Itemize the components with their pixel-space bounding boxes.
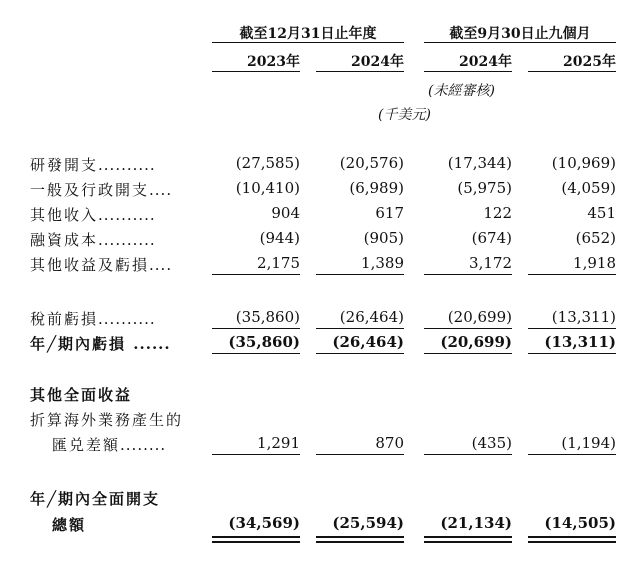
row-value: 122	[483, 204, 512, 222]
row-label-rd-expenses: 研發開支..........	[30, 156, 156, 174]
row-value: (13,311)	[551, 308, 616, 326]
row-value: (10,410)	[235, 179, 300, 197]
row-value: (5,975)	[457, 179, 512, 197]
row-label-other-income: 其他收入..........	[30, 206, 156, 224]
row-label-loss-before-tax: 稅前虧損..........	[30, 310, 156, 328]
row-label-finance-costs: 融資成本..........	[30, 231, 156, 249]
oci-heading: 其他全面收益	[30, 386, 133, 404]
year-header-2025: 2025年	[563, 54, 616, 70]
row-value: (4,059)	[561, 179, 616, 197]
row-value: 1,918	[573, 254, 616, 272]
row-value: (17,344)	[447, 154, 512, 172]
row-label-other-gains-losses: 其他收益及虧損....	[30, 256, 173, 274]
year-header-2024-full: 2024年	[351, 54, 404, 70]
year-header-2023: 2023年	[247, 54, 300, 70]
total-value: (21,134)	[440, 514, 512, 532]
row-value: (944)	[259, 229, 300, 247]
oci-value: 1,291	[257, 434, 300, 452]
row-value: (35,860)	[228, 333, 300, 351]
row-value: (652)	[575, 229, 616, 247]
row-value: 2,175	[257, 254, 300, 272]
row-value: (20,576)	[339, 154, 404, 172]
row-label-ga-expenses: 一般及行政開支....	[30, 181, 173, 199]
row-value: 617	[375, 204, 404, 222]
currency-unit: (千美元)	[378, 107, 431, 123]
row-value: 3,172	[469, 254, 512, 272]
oci-line2: 匯兑差額........	[52, 436, 167, 454]
row-value: (26,464)	[332, 333, 404, 351]
total-value: (25,594)	[332, 514, 404, 532]
total-label-line1: 年╱期內全面開支	[30, 490, 161, 508]
row-value: (10,969)	[551, 154, 616, 172]
total-value: (14,505)	[544, 514, 616, 532]
row-value: (27,585)	[235, 154, 300, 172]
header-group-nine-months: 截至9月30日止九個月	[449, 26, 591, 42]
row-value: (905)	[363, 229, 404, 247]
row-value: (13,311)	[544, 333, 616, 351]
row-value: (20,699)	[447, 308, 512, 326]
row-value: (20,699)	[440, 333, 512, 351]
oci-value: (435)	[471, 434, 512, 452]
year-header-2024-nine: 2024年	[459, 54, 512, 70]
header-group-full-year: 截至12月31日止年度	[239, 26, 377, 42]
row-value: 451	[587, 204, 616, 222]
row-value: 1,389	[361, 254, 404, 272]
row-label-loss-for-period: 年╱期內虧損 ......	[30, 335, 171, 353]
oci-value: 870	[375, 434, 404, 452]
row-value: (35,860)	[235, 308, 300, 326]
row-value: (26,464)	[339, 308, 404, 326]
total-value: (34,569)	[228, 514, 300, 532]
row-value: (6,989)	[349, 179, 404, 197]
row-value: (674)	[471, 229, 512, 247]
oci-line1: 折算海外業務產生的	[30, 411, 184, 429]
oci-value: (1,194)	[561, 434, 616, 452]
total-label-line2: 總額	[52, 516, 87, 534]
unaudited-note: (未經審核)	[428, 83, 495, 99]
row-value: 904	[271, 204, 300, 222]
